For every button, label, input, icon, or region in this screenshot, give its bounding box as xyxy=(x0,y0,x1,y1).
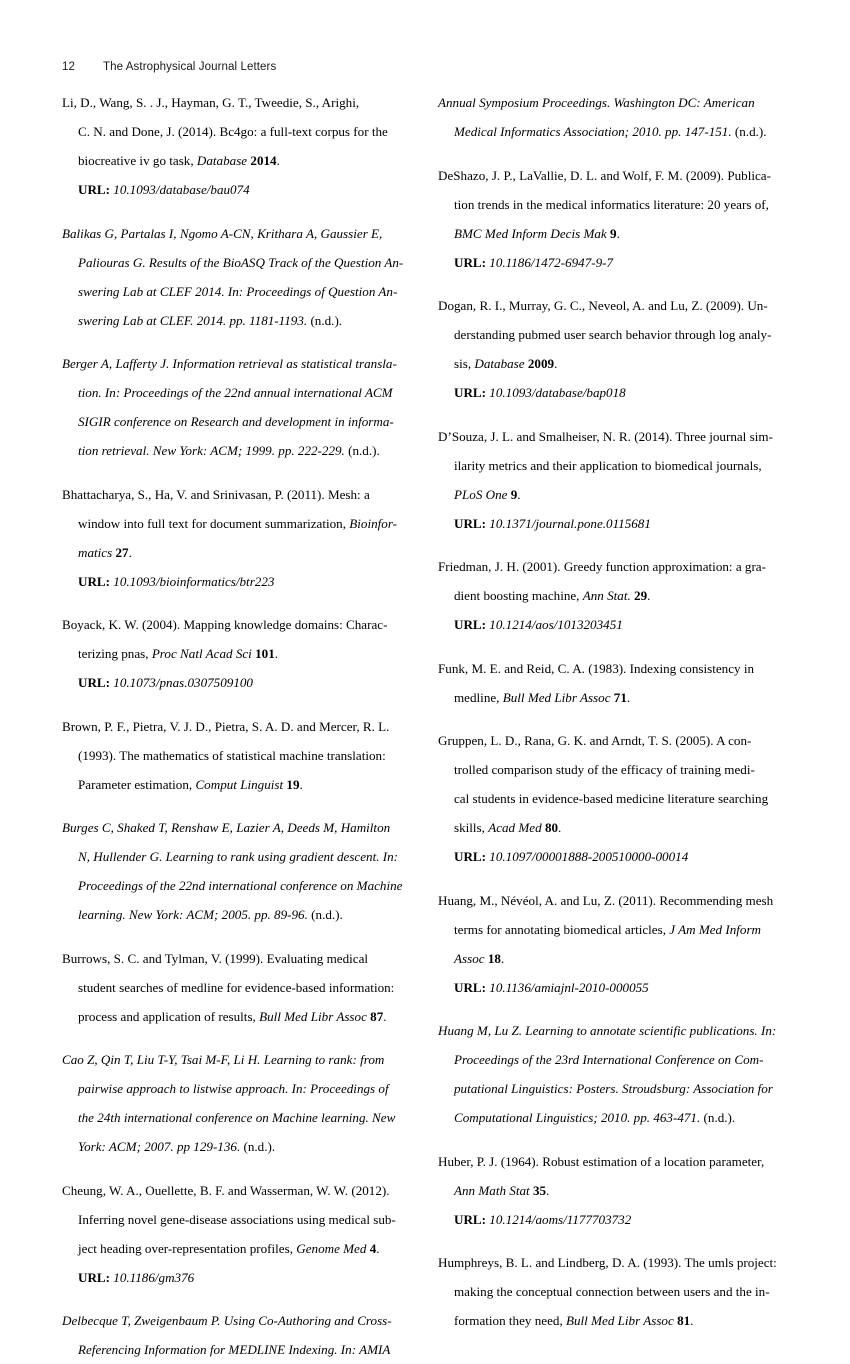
journal-title-inline: Comput Linguist xyxy=(195,776,284,792)
reference-line: Burrows, S. C. and Tylman, V. (1999). Evaluating medical xyxy=(62,950,369,966)
volume-number: 9 xyxy=(510,486,518,502)
reference-line: Inferring novel gene-disease associations using medical sub- xyxy=(78,1211,396,1227)
url-label: URL: xyxy=(454,254,487,270)
reference-line: Brown, P. F., Pietra, V. J. D., Pietra, S. A. D. and Mercer, R. L. xyxy=(62,718,390,734)
journal-title-inline: PLoS One xyxy=(454,486,508,502)
reference-line: York: ACM; 2007. pp 129-136. (n.d.). xyxy=(78,1139,276,1154)
no-date-marker: (n.d.). xyxy=(348,443,380,458)
reference-url-line xyxy=(438,509,790,538)
journal-title-inline: matics xyxy=(78,544,113,560)
volume-number: 4 xyxy=(369,1240,377,1256)
reference-line: tion. In: Proceedings of the 22nd annual international ACM xyxy=(78,385,393,400)
journal-title-inline: Bull Med Libr Assoc xyxy=(502,689,611,705)
reference-entry xyxy=(438,1147,790,1234)
doi-value: 10.1073/pnas.0307509100 xyxy=(113,675,253,690)
reference-entry xyxy=(438,654,790,712)
reference-line: Friedman, J. H. (2001). Greedy function approximation: a gra- xyxy=(438,559,766,574)
reference-url-line xyxy=(438,378,790,407)
reference-line: Proceedings of the 22nd international conference on Machine xyxy=(78,878,403,893)
doi-value: 10.1136/amiajnl-2010-000055 xyxy=(489,979,649,995)
reference-line: student searches of medline for evidence-based information: xyxy=(78,979,395,995)
reference-line: tion retrieval. New York: ACM; 1999. pp. 222-229. (n.d.). xyxy=(78,443,380,458)
reference-line: C. N. and Done, J. (2014). Bc4go: a full-text corpus for the xyxy=(78,124,388,139)
doi-value: 10.1093/bioinformatics/btr223 xyxy=(113,573,275,589)
reference-line: formation they need, Bull Med Libr Assoc 81. xyxy=(454,1313,694,1328)
journal-title-inline: J Am Med Inform xyxy=(669,921,762,937)
reference-line: skills, Acad Med 80. xyxy=(454,820,562,835)
journal-title-inline: Proc Natl Acad Sci xyxy=(151,646,252,661)
journal-title-inline: Acad Med xyxy=(488,820,542,835)
reference-line: Berger A, Lafferty J. Information retrieval as statistical transla- xyxy=(62,356,397,371)
reference-line: Cheung, W. A., Ouellette, B. F. and Wasserman, W. W. (2012). xyxy=(62,1182,390,1198)
page-number: 12 xyxy=(62,61,75,73)
journal-title: The Astrophysical Journal Letters xyxy=(103,61,277,73)
reference-line: ject heading over-representation profiles, Genome Med 4. xyxy=(78,1240,380,1256)
reference-line: Referencing Information for MEDLINE Indexing. In: AMIA xyxy=(78,1342,391,1357)
doi-value: 10.1371/journal.pone.0115681 xyxy=(489,515,651,531)
url-label: URL: xyxy=(78,675,111,690)
url-label: URL: xyxy=(78,182,111,197)
doi-value: 10.1186/1472-6947-9-7 xyxy=(489,254,614,270)
reference-line: matics 27. xyxy=(78,544,132,560)
reference-entry xyxy=(62,610,414,697)
reference-line: Bhattacharya, S., Ha, V. and Srinivasan, P. (2011). Mesh: a xyxy=(62,486,370,502)
reference-entry xyxy=(62,1045,414,1161)
volume-number: 2014 xyxy=(250,153,277,168)
no-date-marker: (n.d.). xyxy=(243,1139,276,1154)
no-date-marker: (n.d.). xyxy=(311,907,343,922)
url-label: URL: xyxy=(454,1211,487,1227)
reference-line: (1993). The mathematics of statistical machine translation: xyxy=(78,747,386,763)
reference-line: Annual Symposium Proceedings. Washington DC: American xyxy=(438,95,755,110)
doi-value: 10.1214/aoms/1177703732 xyxy=(489,1211,632,1227)
volume-number: 71 xyxy=(613,689,627,705)
reference-entry xyxy=(438,886,790,1002)
reference-line: Huang M, Lu Z. Learning to annotate scientific publications. In: xyxy=(438,1023,777,1038)
volume-number: 29 xyxy=(634,588,648,603)
reference-line: BMC Med Inform Decis Mak 9. xyxy=(454,225,620,241)
reference-entry xyxy=(438,88,790,146)
reference-line: cal students in evidence-based medicine literature searching xyxy=(454,791,769,806)
reference-line: learning. New York: ACM; 2005. pp. 89-96. (n.d.). xyxy=(78,907,343,922)
reference-line: terms for annotating biomedical articles, J Am Med Inform xyxy=(454,921,762,937)
journal-title-inline: Database xyxy=(196,153,248,168)
reference-entry xyxy=(438,422,790,538)
volume-number: 35 xyxy=(532,1182,547,1198)
reference-line: Parameter estimation, Comput Linguist 19. xyxy=(78,776,303,792)
reference-line: Funk, M. E. and Reid, C. A. (1983). Indexing consistency in xyxy=(438,660,755,676)
doi-value: 10.1214/aos/1013203451 xyxy=(489,617,623,632)
reference-line: swering Lab at CLEF 2014. In: Proceedings of Question An- xyxy=(78,283,398,299)
reference-line: ilarity metrics and their application to biomedical journals, xyxy=(454,457,762,473)
journal-title-inline: Ann Math Stat xyxy=(454,1182,530,1198)
running-header xyxy=(62,61,276,73)
reference-line: putational Linguistics: Posters. Stroudsburg: Association for xyxy=(454,1081,773,1096)
url-label: URL: xyxy=(78,573,111,589)
url-label: URL: xyxy=(78,1269,111,1285)
url-label: URL: xyxy=(454,849,487,864)
reference-line: Burges C, Shaked T, Renshaw E, Lazier A, Deeds M, Hamilton xyxy=(62,820,391,835)
reference-entry xyxy=(438,1016,790,1132)
no-date-marker: (n.d.). xyxy=(734,124,767,139)
reference-line: biocreative iv go task, Database 2014. xyxy=(78,153,280,168)
reference-line: SIGIR conference on Research and development in informa- xyxy=(78,414,394,429)
reference-line: Medical Informatics Association; 2010. pp. 147-151. (n.d.). xyxy=(454,124,767,139)
no-date-marker: (n.d.). xyxy=(310,312,343,328)
reference-line: Gruppen, L. D., Rana, G. K. and Arndt, T. S. (2005). A con- xyxy=(438,733,752,748)
reference-line: terizing pnas, Proc Natl Acad Sci 101. xyxy=(78,646,279,661)
reference-line: PLoS One 9. xyxy=(454,486,521,502)
reference-url-line xyxy=(438,973,790,1002)
journal-title-inline: Bull Med Libr Assoc xyxy=(259,1008,367,1024)
reference-entry xyxy=(62,712,414,799)
reference-line: Computational Linguistics; 2010. pp. 463-471. (n.d.). xyxy=(454,1110,736,1125)
reference-line: Huang, M., Névéol, A. and Lu, Z. (2011). Recommending mesh xyxy=(438,892,774,908)
journal-title-inline: Database xyxy=(474,356,525,371)
journal-title-inline: Bull Med Libr Assoc xyxy=(566,1313,674,1328)
reference-url-line xyxy=(62,1263,414,1292)
journal-title-inline: Assoc xyxy=(454,950,485,966)
reference-entry xyxy=(62,219,414,335)
reference-line: medline, Bull Med Libr Assoc 71. xyxy=(454,689,631,705)
reference-line: Li, D., Wang, S. . J., Hayman, G. T., Tweedie, S., Arighi, xyxy=(62,95,360,110)
reference-line: Dogan, R. I., Murray, G. C., Neveol, A. and Lu, Z. (2009). Un- xyxy=(438,298,768,313)
volume-number: 87 xyxy=(370,1008,384,1024)
url-label: URL: xyxy=(454,515,487,531)
reference-url-line xyxy=(62,175,414,204)
reference-entry xyxy=(438,1248,790,1335)
volume-number: 101 xyxy=(255,646,275,661)
reference-url-line xyxy=(62,668,414,697)
reference-line: Paliouras G. Results of the BioASQ Track of the Question An- xyxy=(78,254,404,270)
reference-line: the 24th international conference on Machine learning. New xyxy=(78,1110,396,1125)
reference-line: process and application of results, Bull Med Libr Assoc 87. xyxy=(78,1008,387,1024)
reference-entry xyxy=(438,726,790,871)
reference-entry xyxy=(438,552,790,639)
volume-number: 27 xyxy=(115,544,129,560)
journal-title-inline: Genome Med xyxy=(296,1240,367,1256)
reference-entry xyxy=(438,291,790,407)
reference-line: swering Lab at CLEF. 2014. pp. 1181-1193. (n.d.). xyxy=(78,312,343,328)
column-left xyxy=(62,88,414,1364)
reference-entry xyxy=(62,480,414,596)
volume-number: 9 xyxy=(610,225,617,241)
reference-line: Boyack, K. W. (2004). Mapping knowledge domains: Charac- xyxy=(62,617,388,632)
reference-line: dient boosting machine, Ann Stat. 29. xyxy=(454,588,651,603)
reference-columns xyxy=(62,88,790,1364)
reference-line: DeShazo, J. P., LaVallie, D. L. and Wolf, F. M. (2009). Publica- xyxy=(438,167,771,183)
url-label: URL: xyxy=(454,617,487,632)
reference-url-line xyxy=(438,842,790,871)
reference-entry xyxy=(62,349,414,465)
reference-line: D’Souza, J. L. and Smalheiser, N. R. (2014). Three journal sim- xyxy=(438,428,773,444)
doi-value: 10.1186/gm376 xyxy=(113,1269,195,1285)
reference-line: Proceedings of the 23rd International Conference on Com- xyxy=(454,1052,764,1067)
reference-line: pairwise approach to listwise approach. In: Proceedings of xyxy=(78,1081,389,1096)
reference-url-line xyxy=(438,248,790,277)
reference-line: window into full text for document summarization, Bioinfor- xyxy=(78,515,398,531)
reference-line: Humphreys, B. L. and Lindberg, D. A. (1993). The umls project: xyxy=(438,1255,777,1270)
doi-value: 10.1093/database/bap018 xyxy=(489,385,626,400)
url-label: URL: xyxy=(454,385,487,400)
reference-url-line xyxy=(438,1205,790,1234)
doi-value: 10.1097/00001888-200510000-00014 xyxy=(489,849,689,864)
reference-line: Assoc 18. xyxy=(454,950,505,966)
reference-entry xyxy=(62,88,414,204)
reference-url-line xyxy=(62,567,414,596)
no-date-marker: (n.d.). xyxy=(703,1110,736,1125)
reference-line: Huber, P. J. (1964). Robust estimation of a location parameter, xyxy=(438,1153,765,1169)
reference-line: sis, Database 2009. xyxy=(454,356,558,371)
reference-line: making the conceptual connection between users and the in- xyxy=(454,1284,770,1299)
journal-title-inline: Bioinfor- xyxy=(349,515,398,531)
volume-number: 19 xyxy=(286,776,300,792)
volume-number: 80 xyxy=(544,820,559,835)
doi-value: 10.1093/database/bau074 xyxy=(113,182,250,197)
column-right xyxy=(438,88,790,1364)
reference-line: derstanding pubmed user search behavior through log analy- xyxy=(454,327,772,342)
reference-line: trolled comparison study of the efficacy of training medi- xyxy=(454,762,755,777)
url-label: URL: xyxy=(454,979,487,995)
volume-number: 81 xyxy=(677,1313,691,1328)
volume-number: 2009 xyxy=(527,356,555,371)
reference-url-line xyxy=(438,610,790,639)
reference-entry xyxy=(438,161,790,277)
reference-line: Delbecque T, Zweigenbaum P. Using Co-Authoring and Cross- xyxy=(62,1313,392,1328)
reference-line: N, Hullender G. Learning to rank using gradient descent. In: xyxy=(78,849,399,864)
reference-line: Ann Math Stat 35. xyxy=(454,1182,550,1198)
volume-number: 18 xyxy=(487,950,501,966)
reference-entry xyxy=(62,1176,414,1292)
journal-title-inline: Ann Stat. xyxy=(582,588,631,603)
reference-line: tion trends in the medical informatics literature: 20 years of, xyxy=(454,196,769,212)
reference-entry xyxy=(62,1306,414,1364)
reference-entry xyxy=(62,813,414,929)
reference-line: Balikas G, Partalas I, Ngomo A-CN, Krithara A, Gaussier E, xyxy=(62,225,383,241)
journal-title-inline: BMC Med Inform Decis Mak xyxy=(454,225,607,241)
reference-line: Cao Z, Qin T, Liu T-Y, Tsai M-F, Li H. Learning to rank: from xyxy=(62,1052,385,1067)
reference-entry xyxy=(62,944,414,1031)
